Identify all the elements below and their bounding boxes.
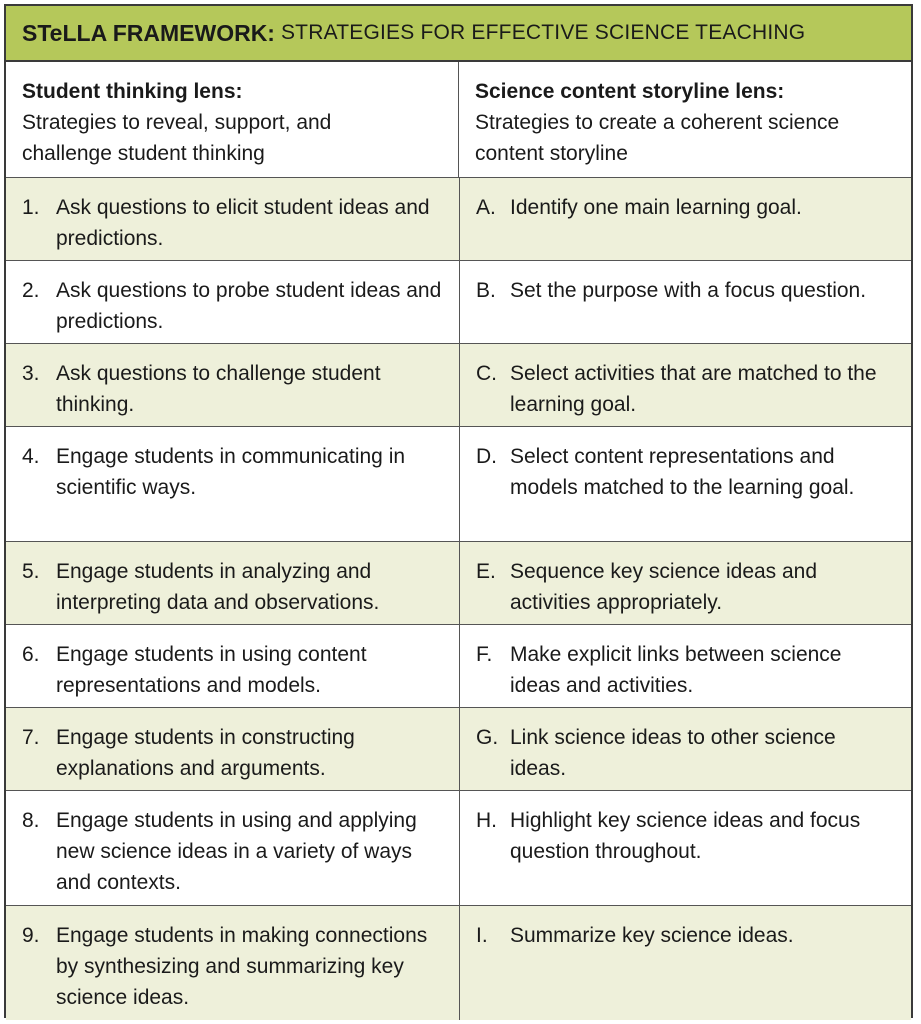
storyline-lens-subheading: Strategies to create a coherent science content storyline [475,111,840,165]
strategy-text: Sequence key science ideas and activities appropriately. [510,560,818,614]
storyline-strategy-cell [460,625,911,707]
strategy-text: Summarize key science ideas. [510,924,794,947]
strategy-text: Engage students in communicating in scientific ways. [56,445,406,499]
strategy-text: Engage students in using content representations and models. [56,643,367,697]
strategy-text: Identify one main learning goal. [510,196,802,219]
student-thinking-lens-header [6,62,459,177]
table-row [6,344,911,427]
student-thinking-strategy-cell [6,708,460,790]
student-lens-heading: Student thinking lens: [22,80,243,103]
table-row [6,708,911,791]
strategy-marker: A. [476,196,496,219]
strategy-text: Select content representations and models matched to the learning goal. [510,445,855,499]
strategy-marker: 9. [22,924,40,947]
strategy-marker: E. [476,560,496,583]
student-thinking-strategy-cell [6,906,460,1020]
strategy-marker: C. [476,362,497,385]
strategy-text: Make explicit links between science ideas and activities. [510,643,842,697]
student-thinking-strategy-cell [6,344,460,426]
table-title-rest: STRATEGIES FOR EFFECTIVE SCIENCE TEACHING [280,21,806,44]
strategy-text: Link science ideas to other science ideas. [510,726,836,780]
strategy-marker: 2. [22,279,40,302]
storyline-strategy-cell [460,427,911,541]
strategy-marker: 5. [22,560,40,583]
table-row [6,625,911,708]
strategy-marker: B. [476,279,496,302]
strategy-marker: D. [476,445,497,468]
strategy-marker: 1. [22,196,40,219]
strategy-text: Engage students in constructing explanations and arguments. [56,726,355,780]
storyline-lens-heading: Science content storyline lens: [475,80,785,103]
strategy-marker: 4. [22,445,40,468]
table-row [6,178,911,261]
strategy-text: Select activities that are matched to the learning goal. [510,362,877,416]
strategy-text: Highlight key science ideas and focus question throughout. [510,809,861,863]
strategy-marker: F. [476,643,493,666]
table-row [6,791,911,906]
student-thinking-strategy-cell [6,178,460,260]
table-row [6,261,911,344]
strategy-marker: 3. [22,362,40,385]
student-lens-subheading: Strategies to reveal, support, and challenge student thinking [22,111,332,165]
storyline-strategy-cell [460,261,911,343]
strategy-text: Engage students in analyzing and interpreting data and observations. [56,560,380,614]
storyline-lens-header [459,62,911,177]
strategy-marker: 7. [22,726,40,749]
strategy-text: Engage students in using and applying new science ideas in a variety of ways and contexts. [56,809,417,894]
storyline-strategy-cell [460,791,911,905]
storyline-strategy-cell [460,542,911,624]
strategy-marker: 8. [22,809,40,832]
column-header-row [6,62,911,178]
strategy-marker: I. [476,924,488,947]
storyline-strategy-cell [460,906,911,1020]
student-thinking-strategy-cell [6,625,460,707]
strategy-marker: G. [476,726,499,749]
stella-framework-table [4,4,913,1018]
student-thinking-strategy-cell [6,542,460,624]
storyline-strategy-cell [460,344,911,426]
strategy-text: Engage students in making connections by synthesizing and summarizing key science ideas. [56,924,428,1009]
strategy-text: Ask questions to challenge student thinking. [56,362,381,416]
strategy-text: Set the purpose with a focus question. [510,279,867,302]
strategy-text: Ask questions to elicit student ideas and predictions. [56,196,430,250]
strategy-marker: H. [476,809,497,832]
table-title-bar [6,6,911,62]
table-title-bold: STeLLA FRAMEWORK: [22,19,275,46]
table-row [6,427,911,542]
table-row [6,906,911,1020]
strategy-text: Ask questions to probe student ideas and predictions. [56,279,442,333]
strategy-marker: 6. [22,643,40,666]
table-row [6,542,911,625]
storyline-strategy-cell [460,708,911,790]
student-thinking-strategy-cell [6,427,460,541]
student-thinking-strategy-cell [6,261,460,343]
student-thinking-strategy-cell [6,791,460,905]
storyline-strategy-cell [460,178,911,260]
